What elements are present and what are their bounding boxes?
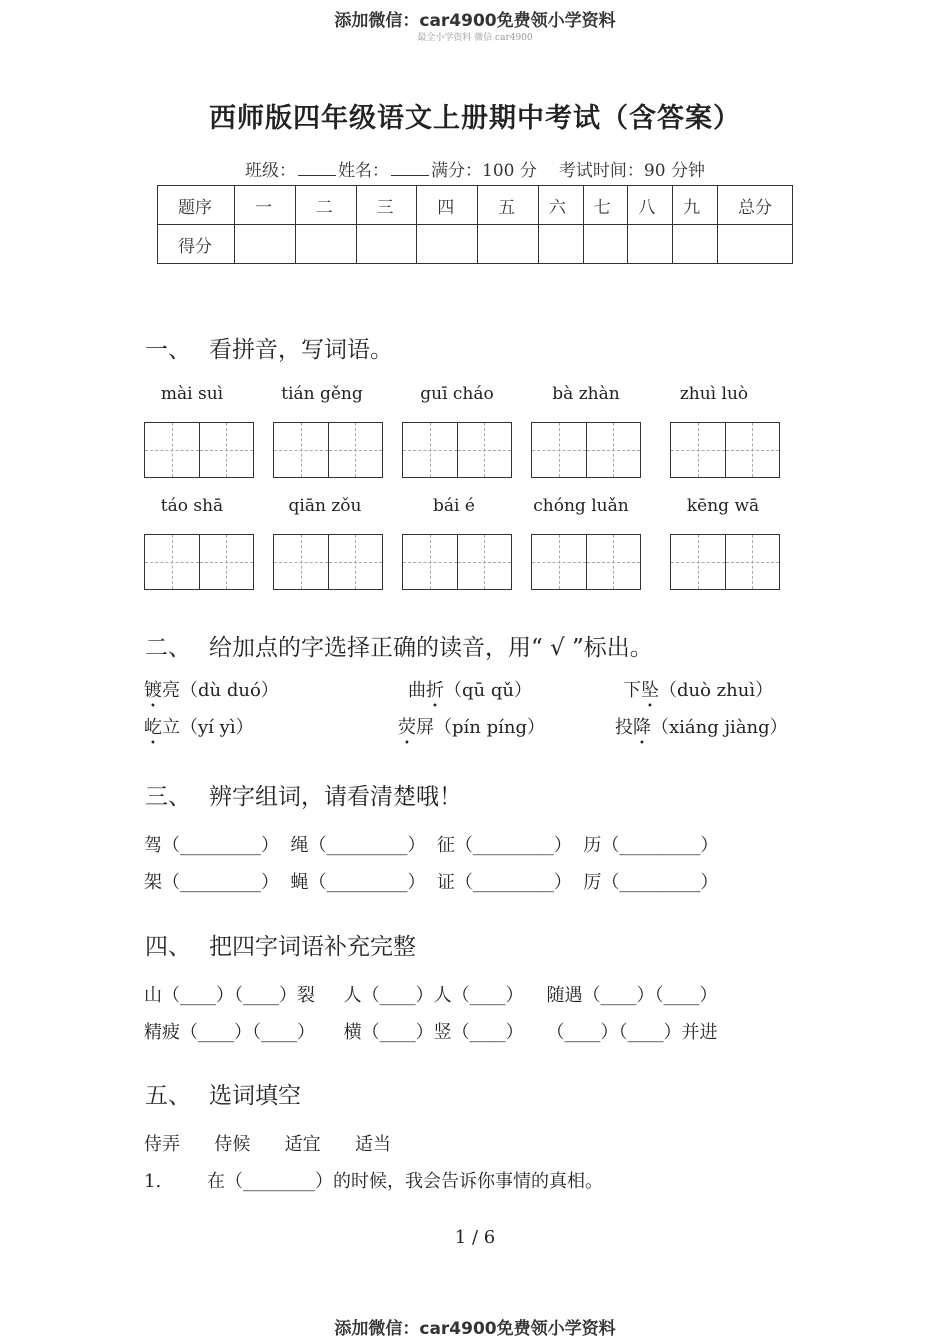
page-title: 西师版四年级语文上册期中考试（含答案） <box>209 103 741 134</box>
full-score: 满分：100 分 <box>431 161 537 181</box>
pinyin-label: táo shā <box>160 496 224 516</box>
class-label: 班级： <box>245 161 297 181</box>
pinyin-label: mài suì <box>160 384 224 404</box>
writing-grid[interactable] <box>144 534 254 590</box>
score-cell[interactable] <box>478 225 539 264</box>
watermark-small: 最全小学资料 微信 car4900 <box>417 33 533 43</box>
writing-grid[interactable] <box>273 422 383 478</box>
score-cell[interactable] <box>538 225 583 264</box>
score-header-row <box>158 186 793 225</box>
score-cell[interactable] <box>356 225 417 264</box>
section-3-heading: 三、 辨字组词，请看清楚哦！ <box>145 784 462 810</box>
score-header: 一 <box>235 186 296 225</box>
score-cell[interactable] <box>673 225 718 264</box>
writing-grid[interactable] <box>670 534 780 590</box>
pronunciation-item[interactable]: 曲折（qū qǔ） <box>408 680 532 701</box>
score-header: 五 <box>478 186 539 225</box>
writing-grid[interactable] <box>531 422 641 478</box>
pinyin-label: qiān zǒu <box>288 496 362 516</box>
section-1-heading: 一、 看拼音，写词语。 <box>145 337 393 363</box>
pronunciation-item[interactable]: 荧屏（pín píng） <box>398 717 545 738</box>
score-cell[interactable] <box>417 225 478 264</box>
pinyin-label: bà zhàn <box>552 384 620 404</box>
score-header: 九 <box>673 186 718 225</box>
score-cell[interactable] <box>583 225 628 264</box>
writing-grid[interactable] <box>402 534 512 590</box>
word-building-line[interactable]: 架（_________） 蝇（_________） 证（_________） 厉（_________） <box>144 872 719 893</box>
score-cell[interactable] <box>295 225 356 264</box>
name-blank <box>391 161 429 176</box>
pinyin-label: tián gěng <box>281 384 363 404</box>
score-cell[interactable] <box>718 225 793 264</box>
exam-time: 考试时间：90 分钟 <box>558 161 705 181</box>
pronunciation-item[interactable]: 屹立（yí yì） <box>144 717 254 738</box>
fill-in-question[interactable]: 1. 在（________）的时候，我会告诉你事情的真相。 <box>144 1171 603 1192</box>
pinyin-label: guī cháo <box>420 384 494 404</box>
watermark-bottom: 添加微信：car4900免费领小学资料 <box>334 1319 616 1339</box>
score-header: 七 <box>583 186 628 225</box>
writing-grid[interactable] <box>144 422 254 478</box>
pronunciation-item[interactable]: 投降（xiáng jiàng） <box>615 717 788 738</box>
idiom-line[interactable]: 山（____）（____）裂 人（____）人（____） 随遇（____）（____） <box>144 985 718 1006</box>
pinyin-label: bái é <box>433 496 475 516</box>
idiom-line[interactable]: 精疲（____）（____） 横（____）竖（____） （____）（____）并进 <box>144 1022 718 1043</box>
score-row-label: 得分 <box>158 225 235 264</box>
exam-meta <box>0 156 950 181</box>
writing-grid[interactable] <box>402 422 512 478</box>
watermark-top: 添加微信：car4900免费领小学资料 <box>334 11 616 31</box>
word-building-line[interactable]: 驾（_________） 绳（_________） 征（_________） 历（_________） <box>144 835 719 856</box>
pinyin-label: zhuì luò <box>679 384 749 404</box>
class-blank <box>298 161 336 176</box>
score-header: 二 <box>295 186 356 225</box>
score-header: 题序 <box>158 186 235 225</box>
writing-grid[interactable] <box>273 534 383 590</box>
pinyin-label: kēng wā <box>686 496 760 516</box>
score-cell[interactable] <box>235 225 296 264</box>
page-number: 1 / 6 <box>454 1227 496 1248</box>
pronunciation-item[interactable]: 镀亮（dù duó） <box>144 680 279 701</box>
score-header: 八 <box>628 186 673 225</box>
pinyin-label: chóng luǎn <box>533 496 629 516</box>
score-header: 四 <box>417 186 478 225</box>
writing-grid[interactable] <box>531 534 641 590</box>
score-header: 三 <box>356 186 417 225</box>
score-header: 六 <box>538 186 583 225</box>
word-choices: 侍弄 侍候 适宜 适当 <box>144 1134 391 1155</box>
pronunciation-item[interactable]: 下坠（duò zhuì） <box>623 680 774 701</box>
section-2-heading: 二、 给加点的字选择正确的读音，用“ √ ”标出。 <box>145 635 653 661</box>
score-value-row <box>158 225 793 264</box>
section-5-heading: 五、 选词填空 <box>145 1083 301 1109</box>
score-cell[interactable] <box>628 225 673 264</box>
name-label: 姓名： <box>338 161 390 181</box>
section-4-heading: 四、 把四字词语补充完整 <box>145 934 416 960</box>
score-table <box>157 185 793 264</box>
score-header: 总分 <box>718 186 793 225</box>
writing-grid[interactable] <box>670 422 780 478</box>
